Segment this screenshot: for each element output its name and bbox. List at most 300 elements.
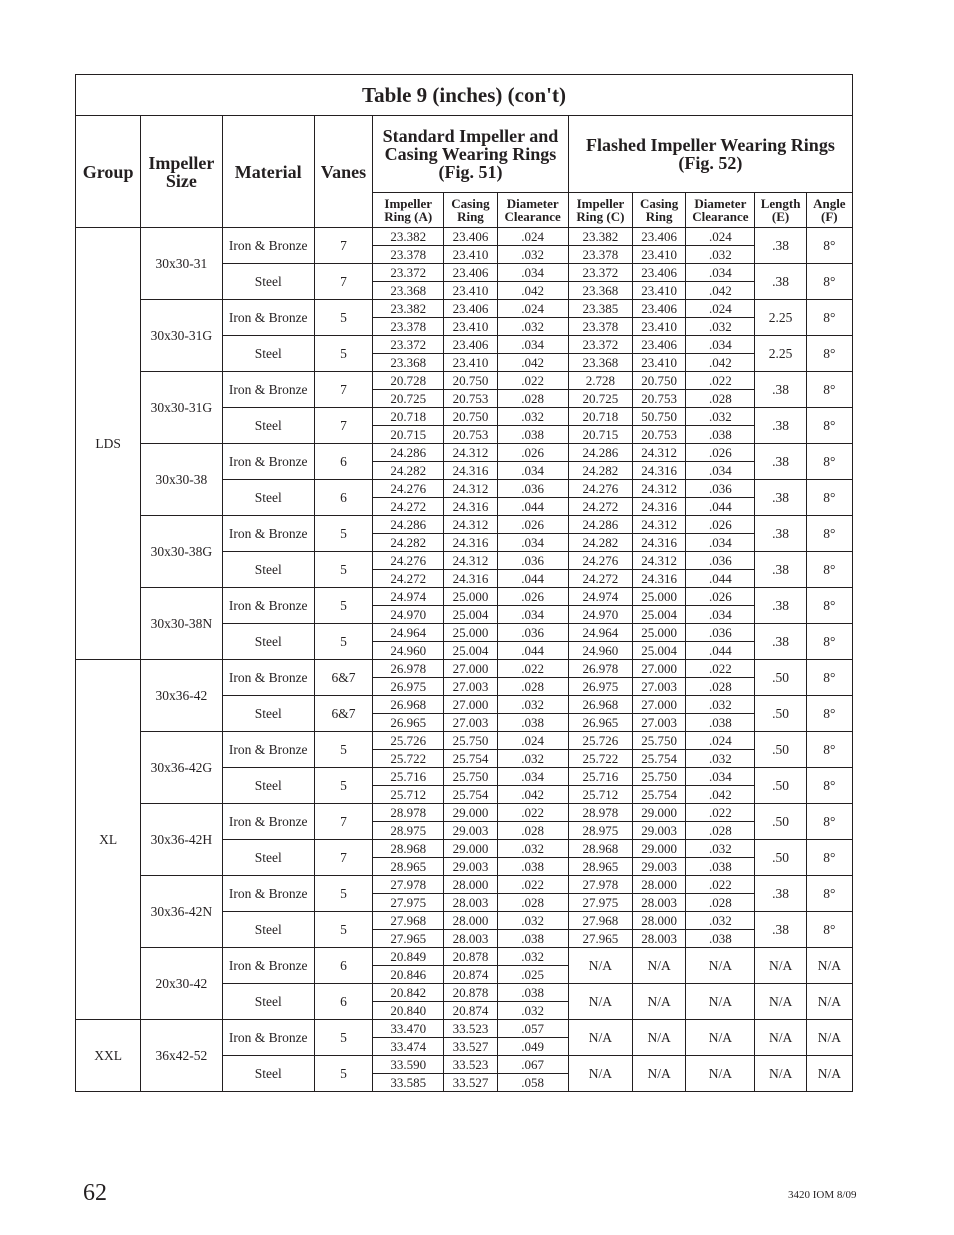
value-cell: 23.372 [373, 264, 444, 282]
value-cell: 26.965 [373, 714, 444, 732]
value-cell: 24.316 [633, 534, 686, 552]
value-cell: 20.874 [444, 1002, 497, 1020]
value-cell: .038 [497, 714, 568, 732]
vanes-cell: 5 [314, 732, 372, 768]
value-cell: 25.000 [444, 624, 497, 642]
value-cell: .028 [497, 822, 568, 840]
value-cell: 25.750 [633, 732, 686, 750]
sub-header: Diameter Clearance [686, 193, 755, 228]
value-cell: .028 [497, 678, 568, 696]
value-cell: 24.316 [633, 498, 686, 516]
value-cell: 24.970 [373, 606, 444, 624]
value-cell: 25.750 [444, 768, 497, 786]
length-cell: .50 [755, 768, 806, 804]
value-cell: 24.316 [444, 462, 497, 480]
length-cell: .50 [755, 840, 806, 876]
value-cell: 25.754 [444, 750, 497, 768]
value-cell: 23.410 [633, 282, 686, 300]
value-cell: 20.728 [373, 372, 444, 390]
vanes-cell: 5 [314, 336, 372, 372]
angle-cell: N/A [806, 948, 852, 984]
value-cell: 25.716 [373, 768, 444, 786]
vanes-cell: 5 [314, 876, 372, 912]
table-title: Table 9 (inches) (con't) [76, 75, 853, 116]
value-cell: 23.368 [373, 282, 444, 300]
value-cell: .022 [686, 876, 755, 894]
value-cell: 27.975 [373, 894, 444, 912]
impeller-size-cell: 30x36-42G [141, 732, 222, 804]
vanes-cell: 6 [314, 984, 372, 1020]
value-cell: .026 [686, 444, 755, 462]
value-cell: 20.725 [568, 390, 632, 408]
table-row [76, 444, 853, 462]
table-row [76, 516, 853, 534]
value-cell: 20.750 [633, 372, 686, 390]
value-cell: 33.527 [444, 1074, 497, 1092]
value-cell: 23.368 [568, 282, 632, 300]
value-cell: .038 [497, 984, 568, 1002]
material-cell: Steel [222, 480, 314, 516]
value-cell: 20.715 [373, 426, 444, 444]
value-cell: .032 [497, 246, 568, 264]
value-cell: 25.004 [633, 606, 686, 624]
table-row [76, 804, 853, 822]
value-cell: .036 [686, 552, 755, 570]
value-cell: .028 [497, 390, 568, 408]
value-cell: 24.282 [373, 462, 444, 480]
vanes-cell: 7 [314, 804, 372, 840]
value-cell: .034 [497, 462, 568, 480]
value-cell: .032 [686, 750, 755, 768]
length-cell: .38 [755, 264, 806, 300]
value-cell: 27.003 [444, 678, 497, 696]
value-cell: .038 [686, 858, 755, 876]
vanes-cell: 5 [314, 1020, 372, 1056]
value-cell: 23.406 [633, 336, 686, 354]
value-cell: 24.960 [373, 642, 444, 660]
value-cell: .032 [497, 912, 568, 930]
value-cell: 25.726 [373, 732, 444, 750]
value-cell: .026 [497, 588, 568, 606]
length-cell: .50 [755, 732, 806, 768]
value-cell: .028 [686, 894, 755, 912]
value-cell: .032 [686, 840, 755, 858]
value-cell: 27.000 [444, 660, 497, 678]
value-cell: 23.410 [444, 246, 497, 264]
value-cell: 24.312 [633, 480, 686, 498]
material-header: Material [222, 116, 314, 228]
angle-cell: 8° [806, 876, 852, 912]
length-cell: .38 [755, 624, 806, 660]
value-cell: 23.385 [568, 300, 632, 318]
na-cell: N/A [686, 1020, 755, 1056]
vanes-cell: 5 [314, 624, 372, 660]
value-cell: 33.470 [373, 1020, 444, 1038]
value-cell: .022 [686, 660, 755, 678]
value-cell: 28.003 [444, 930, 497, 948]
value-cell: .024 [686, 228, 755, 246]
sub-header: Impeller Ring (C) [568, 193, 632, 228]
table-row [76, 660, 853, 678]
vanes-cell: 6 [314, 444, 372, 480]
impeller-size-cell: 30x30-38 [141, 444, 222, 516]
flashed-rings-header: Flashed Impeller Wearing Rings (Fig. 52) [568, 116, 852, 193]
value-cell: 24.312 [633, 516, 686, 534]
value-cell: 23.372 [568, 336, 632, 354]
value-cell: .057 [497, 1020, 568, 1038]
value-cell: 33.523 [444, 1056, 497, 1074]
value-cell: .032 [497, 318, 568, 336]
material-cell: Iron & Bronze [222, 948, 314, 984]
value-cell: .038 [497, 930, 568, 948]
value-cell: .044 [497, 642, 568, 660]
value-cell: 20.753 [444, 390, 497, 408]
value-cell: .036 [686, 624, 755, 642]
value-cell: .024 [686, 300, 755, 318]
value-cell: 23.382 [568, 228, 632, 246]
value-cell: 24.312 [444, 480, 497, 498]
value-cell: 20.750 [444, 372, 497, 390]
value-cell: 28.000 [633, 912, 686, 930]
value-cell: 25.722 [568, 750, 632, 768]
value-cell: 24.282 [568, 462, 632, 480]
length-cell: 2.25 [755, 336, 806, 372]
value-cell: 27.000 [444, 696, 497, 714]
value-cell: 24.276 [568, 480, 632, 498]
value-cell: .042 [686, 786, 755, 804]
vanes-cell: 7 [314, 264, 372, 300]
wear-ring-table [75, 74, 853, 1092]
value-cell: 23.410 [444, 354, 497, 372]
value-cell: .049 [497, 1038, 568, 1056]
angle-cell: 8° [806, 660, 852, 696]
impeller-size-cell: 30x36-42N [141, 876, 222, 948]
value-cell: 25.004 [444, 642, 497, 660]
value-cell: 33.474 [373, 1038, 444, 1056]
vanes-cell: 7 [314, 228, 372, 264]
value-cell: .032 [497, 408, 568, 426]
value-cell: 23.410 [444, 318, 497, 336]
value-cell: 28.968 [373, 840, 444, 858]
na-cell: N/A [633, 984, 686, 1020]
value-cell: .022 [686, 372, 755, 390]
value-cell: 24.272 [373, 498, 444, 516]
vanes-cell: 5 [314, 912, 372, 948]
material-cell: Iron & Bronze [222, 876, 314, 912]
value-cell: 26.975 [568, 678, 632, 696]
value-cell: .044 [686, 642, 755, 660]
table-row [76, 732, 853, 750]
value-cell: .022 [497, 372, 568, 390]
material-cell: Steel [222, 840, 314, 876]
value-cell: 28.003 [633, 894, 686, 912]
impeller-size-cell: 30x30-31G [141, 300, 222, 372]
table-row [76, 876, 853, 894]
na-cell: N/A [568, 984, 632, 1020]
value-cell: .038 [686, 714, 755, 732]
value-cell: .067 [497, 1056, 568, 1074]
table-row [76, 228, 853, 246]
value-cell: .026 [686, 516, 755, 534]
value-cell: 27.003 [633, 678, 686, 696]
value-cell: 27.975 [568, 894, 632, 912]
value-cell: 24.272 [568, 570, 632, 588]
value-cell: 24.312 [444, 444, 497, 462]
value-cell: 29.000 [444, 840, 497, 858]
value-cell: 28.978 [568, 804, 632, 822]
value-cell: 24.282 [568, 534, 632, 552]
value-cell: 24.316 [444, 534, 497, 552]
value-cell: 25.712 [373, 786, 444, 804]
value-cell: 23.372 [373, 336, 444, 354]
value-cell: 26.978 [373, 660, 444, 678]
impeller-size-cell: 30x30-38G [141, 516, 222, 588]
value-cell: 23.378 [568, 246, 632, 264]
vanes-cell: 5 [314, 552, 372, 588]
length-cell: .38 [755, 228, 806, 264]
value-cell: 25.754 [633, 750, 686, 768]
value-cell: 24.312 [633, 444, 686, 462]
value-cell: 24.960 [568, 642, 632, 660]
value-cell: 29.003 [444, 858, 497, 876]
value-cell: 23.410 [633, 246, 686, 264]
angle-cell: 8° [806, 444, 852, 480]
value-cell: 25.716 [568, 768, 632, 786]
angle-cell: 8° [806, 624, 852, 660]
value-cell: 24.276 [373, 552, 444, 570]
material-cell: Steel [222, 984, 314, 1020]
value-cell: 29.003 [444, 822, 497, 840]
angle-cell: 8° [806, 912, 852, 948]
value-cell: 33.590 [373, 1056, 444, 1074]
value-cell: .034 [497, 534, 568, 552]
angle-cell: 8° [806, 840, 852, 876]
value-cell: 29.000 [633, 840, 686, 858]
value-cell: 29.000 [633, 804, 686, 822]
sub-header: Length (E) [755, 193, 806, 228]
value-cell: 24.316 [633, 462, 686, 480]
value-cell: 24.286 [373, 516, 444, 534]
value-cell: 24.272 [373, 570, 444, 588]
value-cell: 27.003 [444, 714, 497, 732]
vanes-cell: 7 [314, 840, 372, 876]
material-cell: Steel [222, 912, 314, 948]
value-cell: 24.970 [568, 606, 632, 624]
value-cell: .038 [686, 426, 755, 444]
na-cell: N/A [686, 1056, 755, 1092]
angle-cell: N/A [806, 1056, 852, 1092]
value-cell: 23.382 [373, 228, 444, 246]
table-row [76, 1020, 853, 1038]
value-cell: 20.849 [373, 948, 444, 966]
na-cell: N/A [686, 984, 755, 1020]
value-cell: .034 [497, 606, 568, 624]
angle-cell: 8° [806, 300, 852, 336]
value-cell: 33.585 [373, 1074, 444, 1092]
value-cell: 24.276 [373, 480, 444, 498]
value-cell: .024 [497, 300, 568, 318]
value-cell: 27.965 [373, 930, 444, 948]
value-cell: 28.003 [633, 930, 686, 948]
value-cell: 33.523 [444, 1020, 497, 1038]
page-number: 62 [83, 1180, 107, 1206]
value-cell: 20.874 [444, 966, 497, 984]
length-cell: .38 [755, 480, 806, 516]
value-cell: .032 [497, 840, 568, 858]
value-cell: .024 [497, 228, 568, 246]
value-cell: 29.003 [633, 822, 686, 840]
value-cell: 25.000 [633, 588, 686, 606]
length-cell: N/A [755, 1056, 806, 1092]
value-cell: .042 [497, 786, 568, 804]
value-cell: .026 [686, 588, 755, 606]
group-cell: XL [76, 660, 141, 1020]
value-cell: 23.378 [373, 318, 444, 336]
value-cell: 27.968 [373, 912, 444, 930]
vanes-cell: 6&7 [314, 660, 372, 696]
value-cell: 24.316 [633, 570, 686, 588]
value-cell: 23.378 [568, 318, 632, 336]
value-cell: 27.978 [373, 876, 444, 894]
group-header: Group [76, 116, 141, 228]
impeller-size-cell: 20x30-42 [141, 948, 222, 1020]
na-cell: N/A [633, 1056, 686, 1092]
length-cell: .38 [755, 552, 806, 588]
value-cell: 20.840 [373, 1002, 444, 1020]
na-cell: N/A [686, 948, 755, 984]
table-row [76, 948, 853, 966]
material-cell: Iron & Bronze [222, 660, 314, 696]
length-cell: .38 [755, 588, 806, 624]
vanes-cell: 5 [314, 588, 372, 624]
length-cell: .50 [755, 804, 806, 840]
value-cell: .034 [686, 462, 755, 480]
angle-cell: N/A [806, 1020, 852, 1056]
vanes-cell: 6&7 [314, 696, 372, 732]
material-cell: Iron & Bronze [222, 732, 314, 768]
value-cell: 24.276 [568, 552, 632, 570]
value-cell: .028 [686, 822, 755, 840]
group-cell: XXL [76, 1020, 141, 1092]
angle-cell: 8° [806, 336, 852, 372]
material-cell: Steel [222, 264, 314, 300]
value-cell: 20.846 [373, 966, 444, 984]
table-row [76, 588, 853, 606]
material-cell: Iron & Bronze [222, 588, 314, 624]
value-cell: 23.410 [633, 318, 686, 336]
impeller-size-cell: 36x42-52 [141, 1020, 222, 1092]
value-cell: 23.406 [444, 228, 497, 246]
value-cell: 25.750 [444, 732, 497, 750]
length-cell: .38 [755, 912, 806, 948]
vanes-cell: 7 [314, 372, 372, 408]
value-cell: .034 [686, 264, 755, 282]
value-cell: 50.750 [633, 408, 686, 426]
value-cell: 27.003 [633, 714, 686, 732]
impeller-size-cell: 30x30-31 [141, 228, 222, 300]
vanes-cell: 5 [314, 516, 372, 552]
material-cell: Steel [222, 552, 314, 588]
value-cell: .032 [686, 912, 755, 930]
document-footer: 3420 IOM 8/09 [788, 1189, 857, 1201]
value-cell: 28.978 [373, 804, 444, 822]
value-cell: 24.286 [568, 516, 632, 534]
angle-cell: 8° [806, 480, 852, 516]
vanes-cell: 6 [314, 480, 372, 516]
value-cell: .034 [686, 606, 755, 624]
length-cell: .38 [755, 408, 806, 444]
material-cell: Steel [222, 768, 314, 804]
length-cell: N/A [755, 1020, 806, 1056]
value-cell: 24.312 [444, 552, 497, 570]
material-cell: Iron & Bronze [222, 804, 314, 840]
length-cell: .38 [755, 372, 806, 408]
value-cell: .034 [497, 264, 568, 282]
na-cell: N/A [568, 948, 632, 984]
material-cell: Iron & Bronze [222, 372, 314, 408]
value-cell: 26.968 [373, 696, 444, 714]
value-cell: 20.718 [568, 408, 632, 426]
value-cell: .032 [497, 696, 568, 714]
value-cell: 2.728 [568, 372, 632, 390]
value-cell: .025 [497, 966, 568, 984]
value-cell: 24.272 [568, 498, 632, 516]
value-cell: 33.527 [444, 1038, 497, 1056]
value-cell: 20.750 [444, 408, 497, 426]
value-cell: 25.722 [373, 750, 444, 768]
value-cell: 26.978 [568, 660, 632, 678]
angle-cell: 8° [806, 804, 852, 840]
table-body [76, 228, 853, 1092]
value-cell: 24.316 [444, 570, 497, 588]
value-cell: .034 [686, 534, 755, 552]
value-cell: .026 [497, 444, 568, 462]
material-cell: Steel [222, 624, 314, 660]
value-cell: .038 [686, 930, 755, 948]
value-cell: 23.410 [633, 354, 686, 372]
value-cell: 20.878 [444, 948, 497, 966]
value-cell: .032 [686, 246, 755, 264]
value-cell: 23.406 [633, 264, 686, 282]
value-cell: .028 [686, 678, 755, 696]
value-cell: .044 [497, 498, 568, 516]
angle-cell: 8° [806, 552, 852, 588]
value-cell: 20.718 [373, 408, 444, 426]
value-cell: .032 [686, 408, 755, 426]
angle-cell: 8° [806, 696, 852, 732]
vanes-header: Vanes [314, 116, 372, 228]
value-cell: 25.754 [444, 786, 497, 804]
value-cell: 24.964 [373, 624, 444, 642]
value-cell: 25.754 [633, 786, 686, 804]
value-cell: 28.000 [444, 876, 497, 894]
angle-cell: 8° [806, 264, 852, 300]
value-cell: 26.975 [373, 678, 444, 696]
value-cell: 25.004 [633, 642, 686, 660]
angle-cell: 8° [806, 588, 852, 624]
na-cell: N/A [568, 1020, 632, 1056]
value-cell: 27.968 [568, 912, 632, 930]
length-cell: .50 [755, 660, 806, 696]
value-cell: 27.965 [568, 930, 632, 948]
value-cell: 23.378 [373, 246, 444, 264]
value-cell: .032 [686, 696, 755, 714]
value-cell: 25.000 [633, 624, 686, 642]
value-cell: .036 [497, 624, 568, 642]
value-cell: 27.000 [633, 660, 686, 678]
value-cell: 23.406 [633, 300, 686, 318]
vanes-cell: 5 [314, 1056, 372, 1092]
